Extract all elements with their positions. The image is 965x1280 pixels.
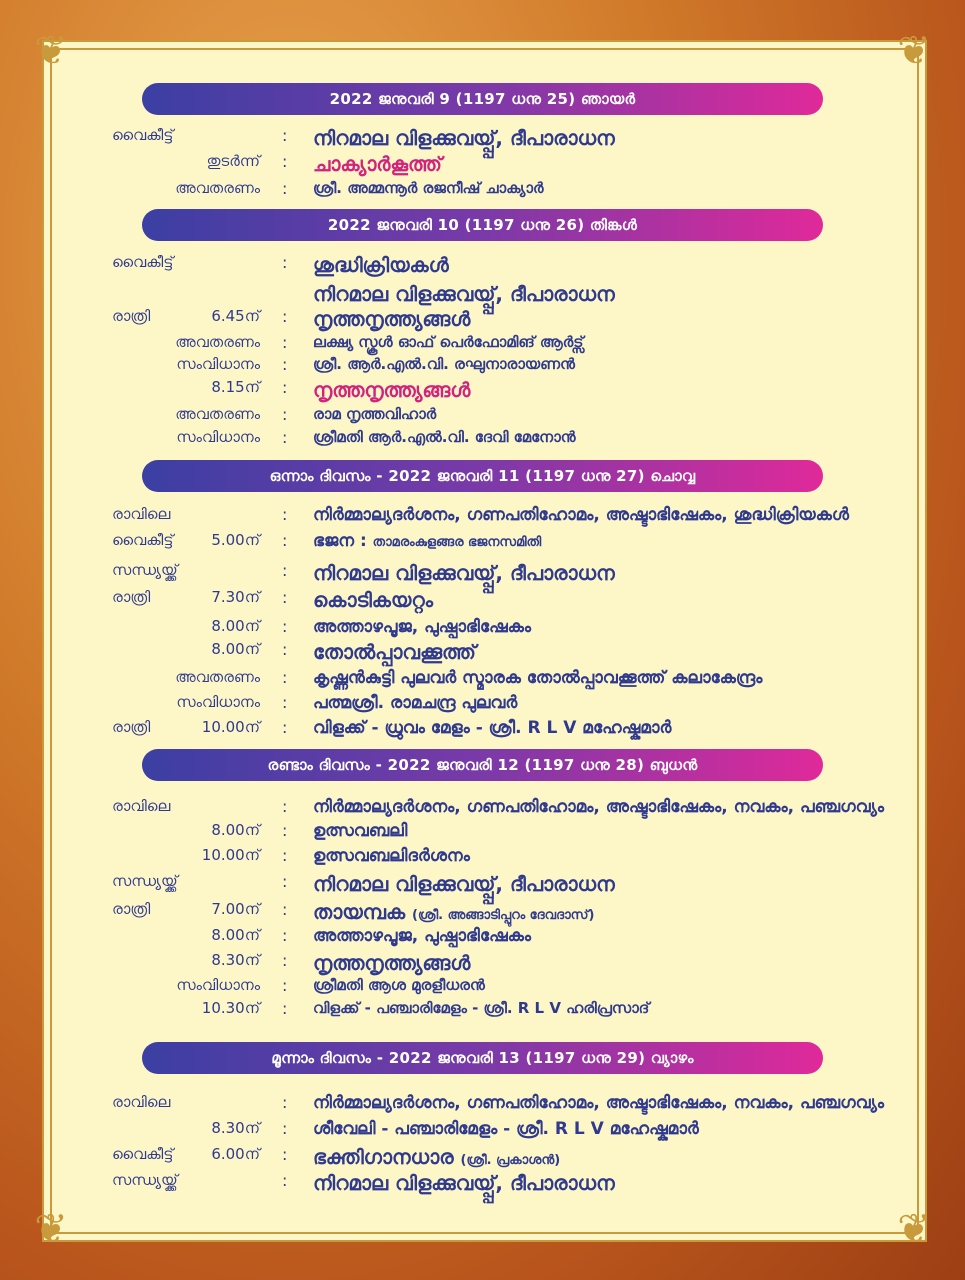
- schedule-row: [0, 1145, 965, 1171]
- colon: :: [282, 693, 288, 712]
- time-of-day: രാത്രി: [112, 900, 151, 918]
- event-text: നിറമാല വിളക്കുവയ്പ്പ്, ദീപാരാധന: [313, 126, 615, 150]
- time-of-day: രാത്രി: [112, 588, 151, 606]
- event-text: നിർമ്മാല്യദർശനം, ഗണപതിഹോമം, അഷ്ടാഭിഷേകം, നവകം, പഞ്ചഗവ്യം: [313, 797, 885, 817]
- event-text: നിർമ്മാല്യദർശനം, ഗണപതിഹോമം, അഷ്ടാഭിഷേകം, ശുദ്ധിക്രിയകൾ: [313, 505, 849, 525]
- colon: :: [282, 718, 288, 737]
- time-of-day: രാത്രി: [112, 718, 151, 736]
- event-text: [313, 1145, 560, 1169]
- time-of-day: രാവിലെ: [112, 505, 171, 523]
- colon: :: [282, 900, 288, 919]
- event-text: വിളക്ക് - പഞ്ചാരിമേളം - ശ്രീ. R L V ഹരിപ്രസാദ്: [313, 999, 650, 1017]
- time-label: സംവിധാനം: [176, 693, 260, 711]
- event-text: കൃഷ്ണൻകുട്ടി പുലവർ സ്മാരക തോൽപ്പാവക്കൂത്ത് കലാകേന്ദ്രം: [313, 668, 763, 688]
- time-of-day: രാത്രി: [112, 307, 151, 325]
- colon: :: [282, 872, 288, 891]
- time-label: അവതരണം: [175, 333, 260, 351]
- schedule-row: [0, 900, 965, 926]
- schedule-row: [0, 693, 965, 719]
- colon: :: [282, 253, 288, 272]
- time-label: 6.00ന്: [211, 1145, 260, 1163]
- schedule-row: [0, 378, 965, 404]
- event-text: ശ്രീമതി ആർ.എൽ.വി. ദേവി മേനോൻ: [313, 428, 576, 446]
- schedule-row: [0, 179, 965, 205]
- schedule-row: [0, 872, 965, 898]
- time-of-day: വൈകീട്ട്: [112, 531, 174, 549]
- schedule-row: [0, 640, 965, 666]
- event-text: നിറമാല വിളക്കുവയ്പ്പ്, ദീപാരാധന: [313, 561, 615, 585]
- colon: :: [282, 179, 288, 198]
- corner-ornament-icon: ❦: [34, 28, 68, 74]
- schedule-row: [0, 126, 965, 152]
- schedule-row: [0, 282, 965, 308]
- colon: :: [282, 307, 288, 326]
- event-title: തായമ്പക: [313, 900, 406, 924]
- event-text: ലക്ഷ്യ സ്കൂൾ ഓഫ് പെർഫോമിങ് ആർട്സ്: [313, 333, 584, 351]
- colon: :: [282, 668, 288, 687]
- time-of-day: സന്ധ്യയ്ക്ക്: [112, 872, 178, 890]
- colon: :: [282, 1145, 288, 1164]
- time-label: 8.30ന്: [211, 951, 260, 969]
- corner-ornament-icon: ❦: [897, 28, 931, 74]
- event-text: തോൽപ്പാവക്കൂത്ത്: [313, 640, 476, 664]
- colon: :: [282, 797, 288, 816]
- event-text: പത്മശ്രീ. രാമചന്ദ്ര പുലവർ: [313, 693, 518, 713]
- day-banner: 2022 ജനുവരി 9 (1197 ധനു 25) ഞായർ: [142, 83, 823, 115]
- day-banner: 2022 ജനുവരി 10 (1197 ധനു 26) തിങ്കൾ: [142, 209, 823, 241]
- event-text: [313, 900, 594, 924]
- event-text: അത്താഴപൂജ, പുഷ്പാഭിഷേകം: [313, 926, 531, 946]
- time-label: സംവിധാനം: [176, 355, 260, 373]
- colon: :: [282, 1119, 288, 1138]
- event-detail: താമരംകുളങ്ങര ഭജനസമിതി: [372, 535, 542, 550]
- time-label: അവതരണം: [175, 405, 260, 423]
- colon: :: [282, 588, 288, 607]
- time-label: അവതരണം: [175, 179, 260, 197]
- schedule-row: [0, 1093, 965, 1119]
- schedule-row: [0, 668, 965, 694]
- colon: :: [282, 926, 288, 945]
- event-text: നൃത്തനൃത്ത്യങ്ങൾ: [313, 951, 471, 975]
- event-text: ശ്രീമതി ആശ മുരളീധരൻ: [313, 976, 485, 994]
- time-label: 7.00ന്: [211, 900, 260, 918]
- colon: :: [282, 355, 288, 374]
- time-of-day: രാവിലെ: [112, 1093, 171, 1111]
- time-label: 5.00ന്: [211, 531, 260, 549]
- event-text: നിറമാല വിളക്കുവയ്പ്പ്, ദീപാരാധന: [313, 872, 615, 896]
- time-label: അവതരണം: [175, 668, 260, 686]
- colon: :: [282, 378, 288, 397]
- schedule-row: [0, 588, 965, 614]
- colon: :: [282, 505, 288, 524]
- schedule-row: [0, 1171, 965, 1197]
- time-of-day: വൈകീട്ട്: [112, 253, 174, 271]
- schedule-row: [0, 505, 965, 531]
- time-label: 8.00ന്: [211, 821, 260, 839]
- time-label: 6.45ന്: [211, 307, 260, 325]
- colon: :: [282, 1093, 288, 1112]
- colon: :: [282, 126, 288, 145]
- colon: :: [282, 951, 288, 970]
- colon: :: [282, 846, 288, 865]
- schedule-row: [0, 307, 965, 333]
- event-text: ശ്രീ. ആർ.എൽ.വി. രഘുനാരായണൻ: [313, 355, 575, 373]
- day-banner: മൂന്നാം ദിവസം - 2022 ജനുവരി 13 (1197 ധനു 29) വ്യാഴം: [142, 1042, 823, 1074]
- schedule-row: [0, 1119, 965, 1145]
- schedule-row: [0, 951, 965, 977]
- event-title: ഭക്തിഗാനധാര: [313, 1145, 454, 1169]
- event-text: അത്താഴപൂജ, പുഷ്പാഭിഷേകം: [313, 617, 531, 637]
- colon: :: [282, 999, 288, 1018]
- corner-ornament-icon: ❦: [34, 1206, 68, 1252]
- corner-ornament-icon: ❦: [897, 1206, 931, 1252]
- colon: :: [282, 405, 288, 424]
- event-text: ശുദ്ധിക്രിയകൾ: [313, 253, 449, 277]
- colon: :: [282, 152, 288, 171]
- schedule-row: [0, 561, 965, 587]
- day-banner: രണ്ടാം ദിവസം - 2022 ജനുവരി 12 (1197 ധനു 28) ബുധൻ: [142, 749, 823, 781]
- schedule-row: [0, 718, 965, 744]
- schedule-row: [0, 253, 965, 279]
- time-label: 7.30ന്: [211, 588, 260, 606]
- schedule-row: [0, 152, 965, 178]
- time-label: 8.00ന്: [211, 617, 260, 635]
- time-of-day: വൈകീട്ട്: [112, 1145, 174, 1163]
- event-text: നിർമ്മാല്യദർശനം, ഗണപതിഹോമം, അഷ്ടാഭിഷേകം, നവകം, പഞ്ചഗവ്യം: [313, 1093, 885, 1113]
- time-label: 8.00ന്: [211, 926, 260, 944]
- schedule-row: [0, 821, 965, 847]
- colon: :: [282, 821, 288, 840]
- event-text: നൃത്തനൃത്ത്യങ്ങൾ: [313, 307, 471, 331]
- time-of-day: രാവിലെ: [112, 797, 171, 815]
- event-text: [313, 531, 541, 551]
- schedule-row: [0, 531, 965, 557]
- event-title: ഭജന :: [313, 531, 367, 551]
- time-label: 10.30ന്: [201, 999, 260, 1017]
- colon: :: [282, 1171, 288, 1190]
- time-label: 10.00ന്: [201, 846, 260, 864]
- colon: :: [282, 640, 288, 659]
- colon: :: [282, 976, 288, 995]
- time-of-day: സന്ധ്യയ്ക്ക്: [112, 561, 178, 579]
- time-of-day: സന്ധ്യയ്ക്ക്: [112, 1171, 178, 1189]
- time-label: സംവിധാനം: [176, 428, 260, 446]
- time-label: 10.00ന്: [201, 718, 260, 736]
- colon: :: [282, 617, 288, 636]
- time-label: 8.30ന്: [211, 1119, 260, 1137]
- time-label: തുടർന്ന്: [206, 152, 260, 170]
- time-of-day: വൈകീട്ട്: [112, 126, 174, 144]
- time-label: സംവിധാനം: [176, 976, 260, 994]
- colon: :: [282, 561, 288, 580]
- schedule-row: [0, 999, 965, 1025]
- schedule-row: [0, 428, 965, 454]
- event-text: ശീവേലി - പഞ്ചാരിമേളം - ശ്രീ. R L V മഹേഷ്കുമാർ: [313, 1119, 699, 1139]
- schedule-row: [0, 926, 965, 952]
- schedule-row: [0, 797, 965, 823]
- time-label: 8.00ന്: [211, 640, 260, 658]
- event-text: രാമ നൃത്തവിഹാർ: [313, 405, 437, 423]
- event-text: ചാക്യാർകൂത്ത്: [313, 152, 442, 176]
- colon: :: [282, 333, 288, 352]
- event-text: നൃത്തനൃത്ത്യങ്ങൾ: [313, 378, 471, 402]
- event-text: കൊടികയറ്റം: [313, 588, 434, 612]
- event-text: നിറമാല വിളക്കുവയ്പ്പ്, ദീപാരാധന: [313, 1171, 615, 1195]
- event-detail: (ശ്രീ. പ്രകാശൻ): [460, 1153, 561, 1168]
- event-text: നിറമാല വിളക്കുവയ്പ്പ്, ദീപാരാധന: [313, 282, 615, 306]
- schedule-row: [0, 846, 965, 872]
- event-detail: (ശ്രീ. അങ്ങാടിപ്പുറം ദേവദാസ്): [412, 908, 595, 923]
- event-text: ശ്രീ. അമ്മന്നൂർ രജനീഷ് ചാക്യാർ: [313, 179, 544, 197]
- time-label: 8.15ന്: [211, 378, 260, 396]
- colon: :: [282, 531, 288, 550]
- event-text: ഉത്സവബലി: [313, 821, 408, 841]
- colon: :: [282, 428, 288, 447]
- day-banner: ഒന്നാം ദിവസം - 2022 ജനുവരി 11 (1197 ധനു 27) ചൊവ്വ: [142, 460, 823, 492]
- event-text: വിളക്ക് - ധ്രുവം മേളം - ശ്രീ. R L V മഹേഷ്കുമാർ: [313, 718, 672, 738]
- event-text: ഉത്സവബലിദർശനം: [313, 846, 470, 866]
